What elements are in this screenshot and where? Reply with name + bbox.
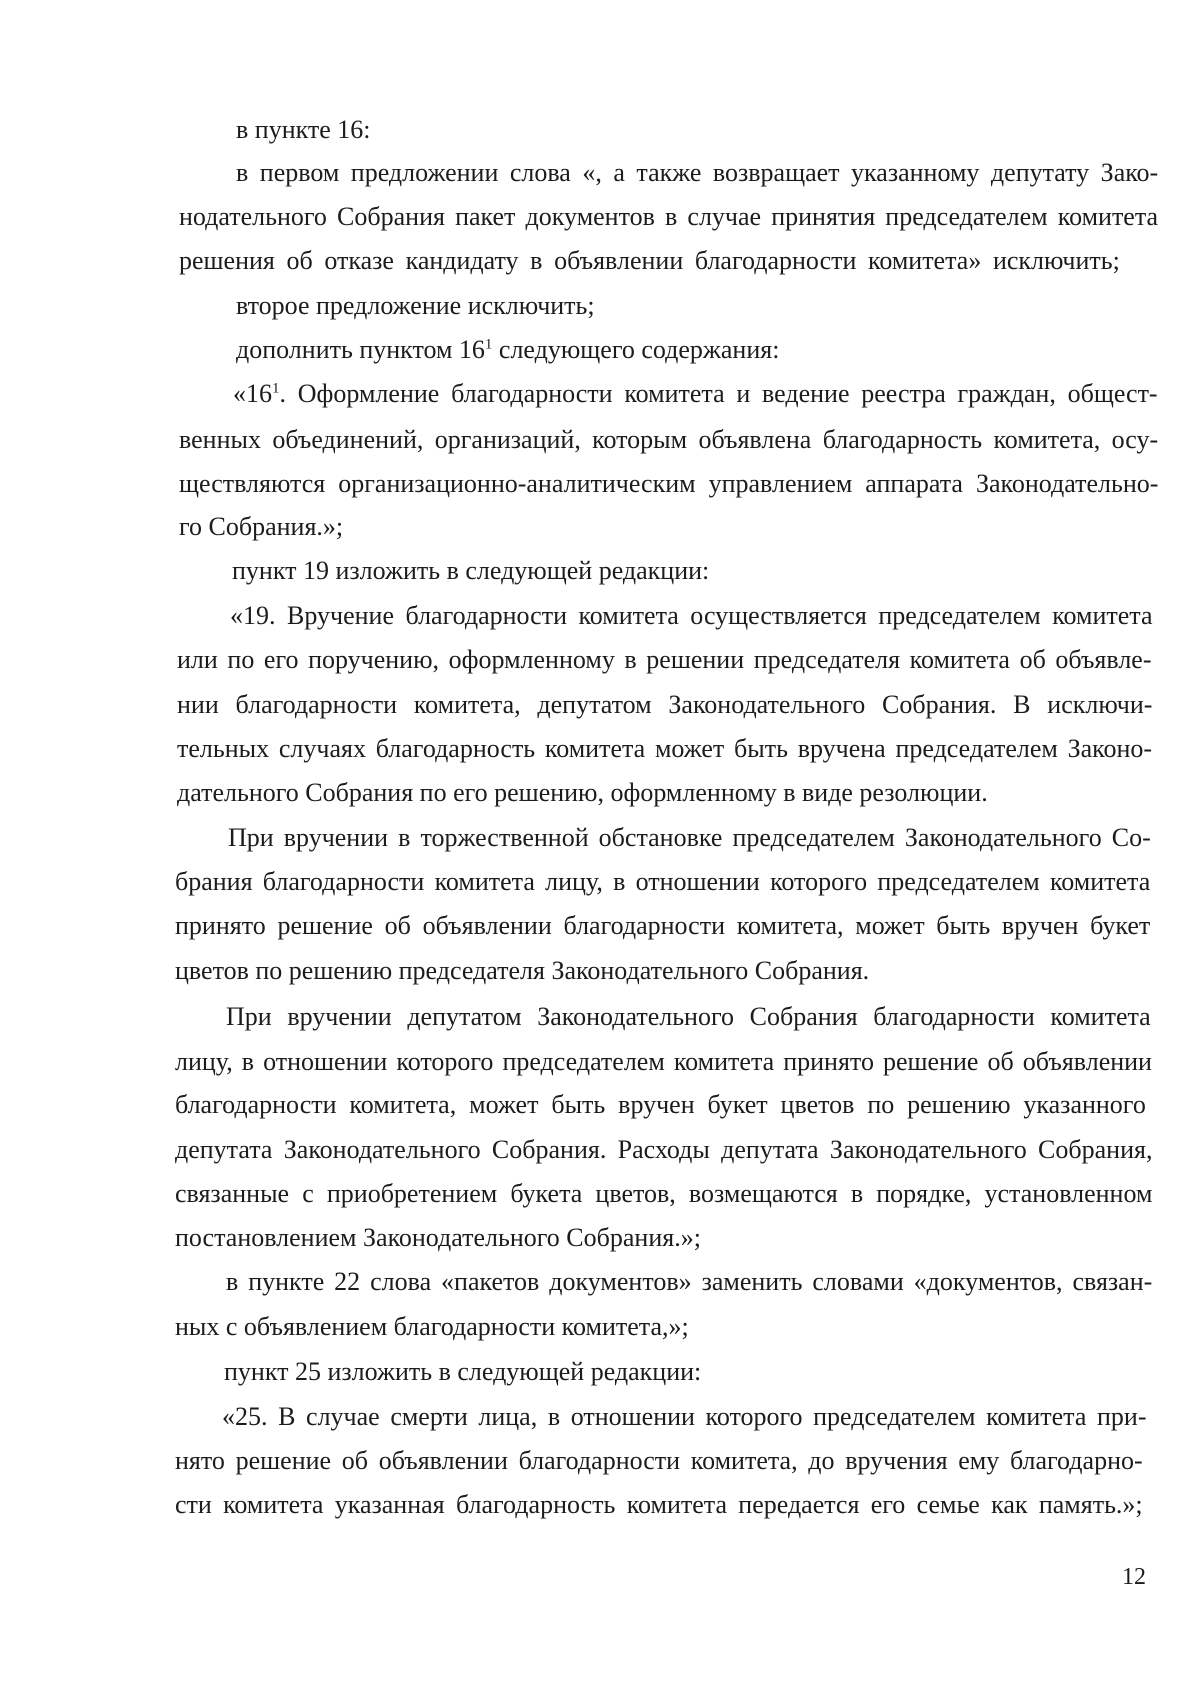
text-line: «$16^1$. Оформление благодарности комитета и ведение реестра граждан, общест- <box>233 379 1158 408</box>
text-line: При вручении депутатом Законодательного Собрания благодарности комитета <box>226 1002 1151 1031</box>
text-line: дательного Собрания по его решению, оформленному в виде резолюции. <box>177 778 988 807</box>
text-line: При вручении в торжественной обстановке председателем Законодательного Со- <box>228 823 1151 852</box>
text-line: нято решение об объявлении благодарности комитета, до вручения ему благодарно- <box>175 1446 1143 1475</box>
text-line: в пункте 16: <box>236 115 371 144</box>
text-line: благодарности комитета, может быть вручен букет цветов по решению указанного <box>175 1090 1146 1119</box>
text-line: ных с объявлением благодарности комитета,»; <box>175 1312 689 1341</box>
text-line: лицу, в отношении которого председателем комитета принято решение об объявлении <box>175 1047 1152 1076</box>
text-line: решения об отказе кандидату в объявлении благодарности комитета» исключить; <box>179 246 1120 275</box>
superscript: 1 <box>484 336 493 353</box>
text-line: «25. В случае смерти лица, в отношении которого председателем комитета при- <box>222 1402 1147 1431</box>
text-line: в пункте 22 слова «пакетов документов» заменить словами «документов, связан- <box>226 1267 1153 1296</box>
text-line: в первом предложении слова «, а также возвращает указанному депутату Зако- <box>236 158 1159 187</box>
text-line: или по его поручению, оформленному в решении председателя комитета об объявле- <box>177 645 1152 674</box>
text-line: сти комитета указанная благодарность комитета передается его семье как память.»; <box>175 1490 1143 1519</box>
text-line: связанные с приобретением букета цветов, возмещаются в порядке, установленном <box>175 1179 1153 1208</box>
page-number: 12 <box>1122 1564 1146 1590</box>
text-line: ществляются организационно-аналитическим управлением аппарата Законодательно- <box>179 469 1159 498</box>
text-line: постановлением Законодательного Собрания.»; <box>175 1223 701 1252</box>
superscript: 1 <box>272 380 280 397</box>
text-line: нодательного Собрания пакет документов в случае принятия председателем комитета <box>179 202 1159 231</box>
text-line: пункт 25 изложить в следующей редакции: <box>224 1357 702 1386</box>
text-line: венных объединений, организаций, которым объявлена благодарность комитета, осу- <box>179 425 1159 454</box>
text-line: пункт 19 изложить в следующей редакции: <box>232 556 710 585</box>
text-line: дополнить пунктом $16^1$ следующего содержания: <box>236 335 780 364</box>
text-line: «19. Вручение благодарности комитета осуществляется председателем комитета <box>230 601 1153 630</box>
text-line: нии благодарности комитета, депутатом Законодательного Собрания. В исключи- <box>177 690 1153 719</box>
text-line: брания благодарности комитета лицу, в отношении которого председателем комитета <box>175 867 1151 896</box>
text-line: тельных случаях благодарность комитета может быть вручена председателем Законо- <box>177 734 1153 763</box>
text-line: депутата Законодательного Собрания. Расходы депутата Законодательного Собрания, <box>175 1135 1153 1164</box>
text-line: второе предложение исключить; <box>236 291 595 320</box>
text-line: принято решение об объявлении благодарности комитета, может быть вручен букет <box>175 911 1151 940</box>
text-line: цветов по решению председателя Законодательного Собрания. <box>175 956 870 985</box>
text-line: го Собрания.»; <box>179 512 344 541</box>
